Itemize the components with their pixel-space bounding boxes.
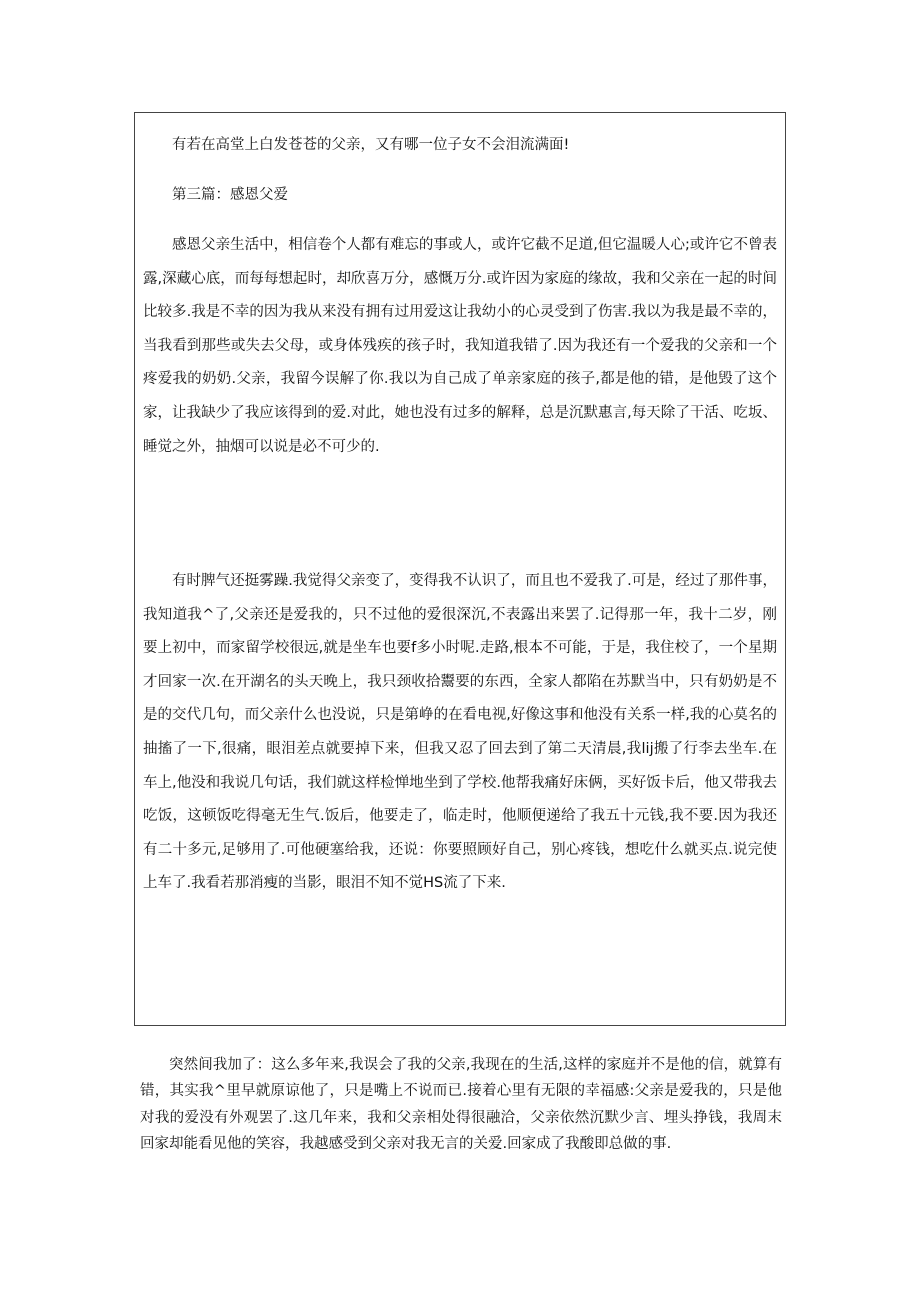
intro-paragraph: 有若在高堂上白发苍苍的父亲，又有哪一位子女不会泪流满面! [172, 137, 570, 153]
body-paragraph-1: 感恩父亲生活中，相信卷个人都有难忘的事或人，或许它截不足道,但它温暖人心;或许它不曾表露,深藏心底，而每每想起时，却欣喜万分，感慨万分.或许因为家庭的缘故，我和父亲在一起的时间比较多.我是不幸的因为我从来没有拥有过用爱这让我幼小的心灵受到了伤害.我以为我是最不幸的，当我看到那些或失去父母，或身体残疾的孩子时，我知道我错了.因为我还有一个爱我的父亲和一个疼爱我的奶奶.父亲，我留今误解了你.我以为自己成了单亲家庭的孩子,都是他的错，是他毁了这个家，让我缺少了我应该得到的爱.对此，她也没有过多的解释，总是沉默惠言,每天除了干活、吃坂、睡觉之外，抽烟可以说是必不可少的. [143, 237, 777, 455]
bordered-text-box [134, 112, 786, 1026]
closing-paragraph: 突然间我加了：这么多年来,我误会了我的父亲,我现在的生活,这样的家庭并不是他的信，就算有错，其实我^里早就原谅他了，只是嘴上不说而已.接着心里有无限的幸福感:父亲是爱我的，只是他对我的爱没有外观罢了.这几年来，我和父亲相处得很融洽，父亲依然沉默少言、埋头挣钱，我周末回家却能看见他的笑容，我越感受到父亲对我无言的关爱.回家成了我酸即总做的事. [140, 1057, 782, 1152]
body-paragraph-2: 有时脾气还挺雾躁.我觉得父亲变了，变得我不认识了，而且也不爱我了.可是，经过了那件事，我知道我^了,父亲还是爱我的，只不过他的爱很深沉,不表露出来罢了.记得那一年，我十二岁，刚要上初中，而家留学校很远,就是坐车也要f多小时呢.走路,根本不可能，于是，我住校了，一个星期才回家一次.在开湖名的头天晚上，我只颈收拾鬻要的东西，全家人都陷在苏默当中，只有奶奶是不是的交代几句，而父亲什么也没说，只是第峥的在看电视,好像这事和他没有关系一样,我的心莫名的抽搐了一下,很痛，眼泪差点就要掉下来，但我又忍了回去到了第二天清晨,我lij搬了行李去坐车.在车上,他没和我说几句话，我们就这样检惮地坐到了学校.他帮我痛好床俩，买好饭卡后，他又带我去吃饭，这顿饭吃得毫无生气.饭后，他要走了，临走时，他顺便递给了我五十元钱,我不要.因为我还有二十多元,足够用了.可他硬塞给我，还说：你要照顾好自己，别心疼钱，想吃什么就买点.说完使上车了.我看若那消瘦的当影，眼泪不知不觉HS流了下来. [143, 573, 777, 892]
section-heading: 第三篇：感恩父爱 [172, 187, 288, 203]
